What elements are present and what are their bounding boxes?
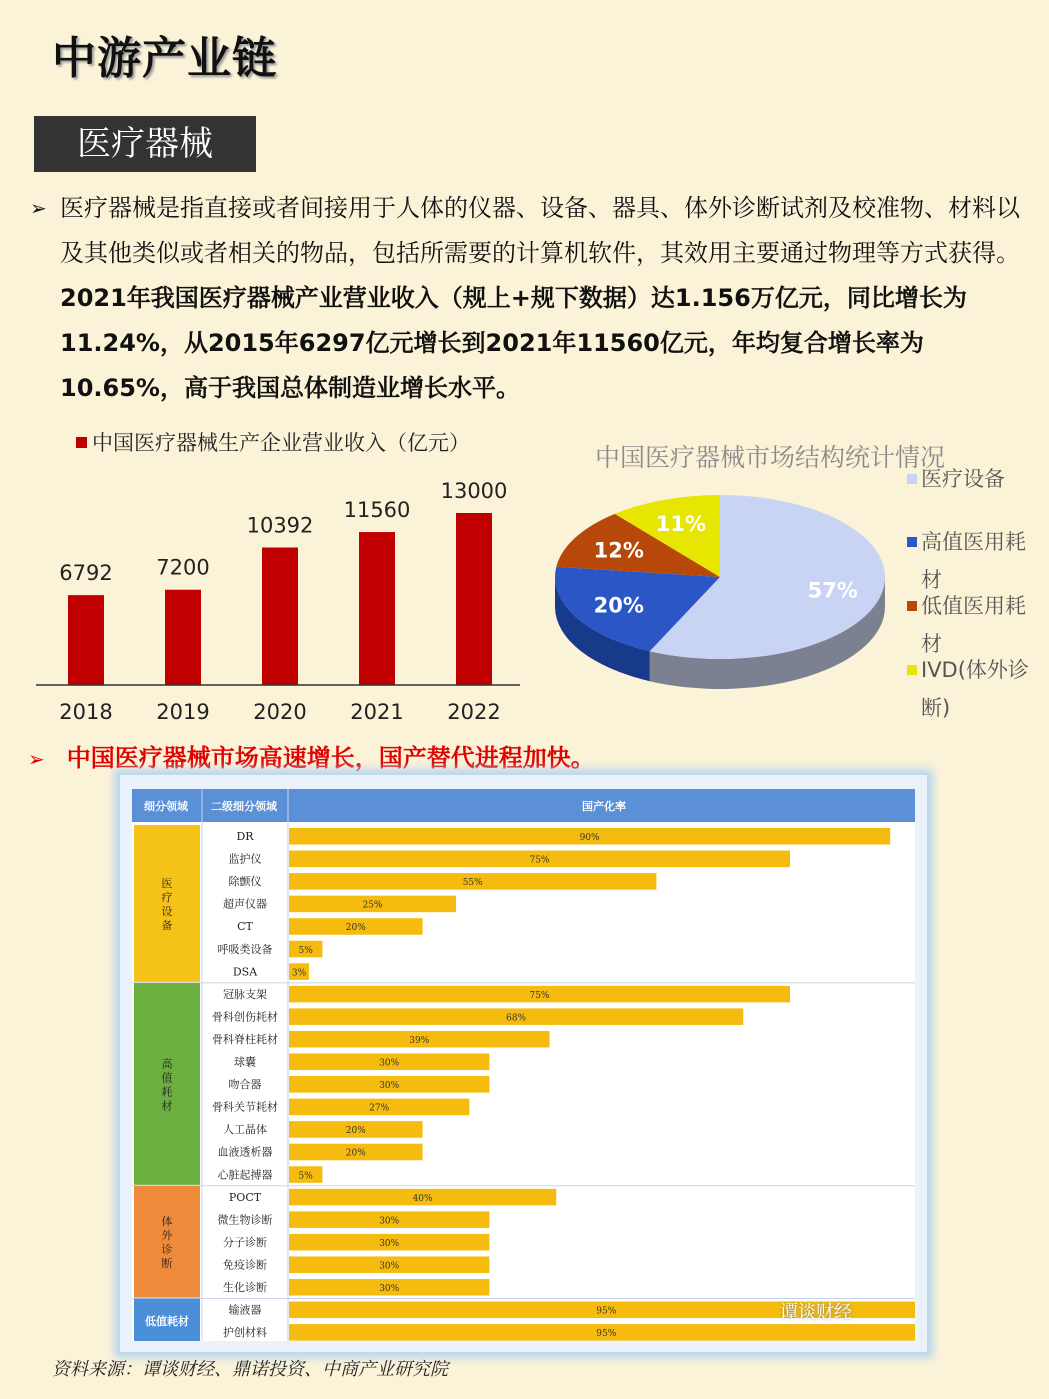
rate-bar-label: 75% — [529, 990, 550, 1001]
row-label: 血液透析器 — [217, 1145, 273, 1159]
table-header-label: 细分领域 — [144, 800, 188, 813]
group-label: 低值耗材 — [145, 1315, 189, 1329]
row-label: DR — [236, 830, 254, 843]
intro-paragraph — [30, 186, 1020, 411]
row-label: 除颤仪 — [228, 875, 262, 889]
rate-bar-label: 68% — [506, 1013, 527, 1024]
row-label: 冠脉支架 — [223, 987, 267, 1001]
group-label-char: 外 — [161, 1229, 173, 1243]
rate-bar-label: 5% — [298, 1171, 313, 1182]
bar — [456, 513, 492, 685]
group-label-char: 耗 — [161, 1085, 173, 1099]
pie-slice-label: 11% — [655, 511, 707, 536]
bullet-arrow-icon: ➢ — [30, 196, 47, 220]
x-tick-label: 2020 — [253, 700, 307, 724]
row-label: POCT — [228, 1190, 262, 1204]
pie-slice-label: 20% — [593, 593, 644, 618]
row-label: 分子诊断 — [223, 1235, 267, 1249]
row-label: 监护仪 — [228, 852, 262, 866]
pie-legend-swatch — [907, 474, 917, 484]
rate-bar-label: 30% — [379, 1081, 400, 1092]
highlight-line — [28, 738, 595, 773]
pie-legend-swatch — [907, 665, 917, 675]
pie-legend-swatch — [907, 537, 917, 547]
rate-bar-label: 95% — [596, 1306, 617, 1317]
row-label: 输液器 — [228, 1303, 262, 1317]
row-label: CT — [237, 920, 253, 934]
legend-label: 中国医疗器械生产企业营业收入（亿元） — [92, 431, 470, 455]
x-tick-label: 2019 — [156, 700, 210, 724]
pie-legend-swatch — [907, 601, 917, 611]
bar — [359, 532, 395, 685]
pie-legend-label: 高值医用耗材 — [921, 530, 1026, 592]
group-label-char: 值 — [161, 1071, 173, 1085]
source-note: 资料来源：谭谈财经、鼎诺投资、中商产业研究院 — [52, 1359, 448, 1380]
group-label-char: 断 — [161, 1257, 173, 1271]
rate-bar-label: 30% — [379, 1216, 400, 1227]
row-label: 球囊 — [234, 1055, 256, 1069]
revenue-bar-chart — [20, 420, 540, 730]
group-label-char: 高 — [161, 1057, 173, 1071]
row-label: 骨科脊柱耗材 — [212, 1032, 278, 1046]
page-title: 中游产业链 — [52, 33, 277, 84]
x-tick-label: 2018 — [59, 700, 113, 724]
bar-value-label: 6792 — [59, 561, 113, 586]
bar-value-label: 7200 — [156, 555, 210, 580]
row-label: 超声仪器 — [223, 897, 267, 911]
group-label-char: 疗 — [161, 890, 173, 904]
pie-legend-label: 低值医用耗材 — [921, 594, 1026, 656]
group-label-char: 备 — [161, 918, 173, 932]
x-tick-label: 2022 — [447, 700, 501, 724]
rate-bar-label: 5% — [298, 945, 313, 956]
rate-bar-label: 39% — [409, 1035, 430, 1046]
row-label: 生化诊断 — [223, 1281, 267, 1294]
group-label-char: 设 — [161, 904, 173, 918]
row-label: 骨科创伤耗材 — [212, 1010, 278, 1024]
rate-bar-label: 27% — [369, 1103, 390, 1114]
market-structure-pie-chart — [545, 430, 1045, 740]
bar-value-label: 10392 — [246, 513, 314, 538]
group-label-char: 医 — [161, 876, 173, 890]
rate-bar-label: 55% — [462, 878, 483, 889]
intro-bold-text: 2021年我国医疗器械产业营业收入（规上+规下数据）达1.156万亿元，同比增长为11.24%，从2015年6297亿元增长到2021年11560亿元，年均复合增长率为10.65%，高于我国总体制造业增长水平。 — [60, 284, 967, 402]
localization-rate-table — [132, 789, 915, 1341]
rate-bar-label: 20% — [345, 1148, 366, 1159]
row-label: 呼吸类设备 — [217, 942, 273, 956]
rate-bar-label: 30% — [379, 1261, 400, 1272]
highlight-text: 中国医疗器械市场高速增长，国产替代进程加快。 — [66, 744, 595, 772]
x-tick-label: 2021 — [350, 700, 404, 724]
group-label-char: 体 — [161, 1215, 173, 1229]
bar — [262, 548, 298, 685]
rate-bar-label: 30% — [379, 1058, 400, 1069]
row-label: 人工晶体 — [223, 1123, 267, 1137]
rate-bar-label: 95% — [596, 1329, 617, 1340]
pie-legend-label: IVD(体外诊断) — [921, 658, 1029, 720]
rate-bar-label: 20% — [345, 923, 366, 934]
rate-bar-label: 3% — [291, 968, 307, 979]
table-header-label: 国产化率 — [582, 800, 626, 813]
rate-bar-label: 30% — [379, 1238, 400, 1249]
rate-bar-label: 20% — [345, 1126, 366, 1137]
rate-bar-label: 40% — [412, 1193, 433, 1204]
rate-bar-label: 90% — [579, 833, 600, 843]
section-tag: 医疗器械 — [34, 116, 256, 172]
rate-bar-label: 75% — [529, 855, 550, 866]
row-label: 微生物诊断 — [217, 1213, 273, 1227]
row-label: 骨科关节耗材 — [212, 1100, 278, 1114]
rate-bar-label: 25% — [362, 900, 383, 911]
intro-plain-text: 医疗器械是指直接或者间接用于人体的仪器、设备、器具、体外诊断试剂及校准物、材料以及其他类似或者相关的物品，包括所需要的计算机软件，其效用主要通过物理等方式获得。 — [60, 194, 1020, 267]
pie-title: 中国医疗器械市场结构统计情况 — [595, 443, 946, 472]
group-label-char: 材 — [161, 1099, 173, 1113]
row-label: 心脏起搏器 — [217, 1168, 273, 1182]
legend-swatch — [76, 437, 87, 448]
pie-slice-label: 57% — [807, 578, 858, 603]
bar-value-label: 13000 — [440, 479, 508, 503]
group-label-char: 诊 — [161, 1243, 173, 1257]
pie-slice-label: 12% — [593, 538, 644, 563]
bar — [68, 595, 104, 685]
watermark: 谭谈财经 — [780, 1302, 852, 1323]
row-label: 护创材料 — [223, 1326, 267, 1340]
bar-value-label: 11560 — [343, 498, 411, 523]
rate-bar-label: 30% — [379, 1284, 400, 1294]
row-label: 吻合器 — [228, 1078, 262, 1092]
table-header-label: 二级细分领域 — [211, 800, 277, 813]
row-label: 免疫诊断 — [223, 1258, 267, 1272]
bullet-arrow-icon: ➢ — [28, 747, 45, 771]
pie-legend-label: 医疗设备 — [921, 467, 1005, 491]
bar — [165, 590, 201, 685]
row-label: DSA — [232, 965, 258, 979]
